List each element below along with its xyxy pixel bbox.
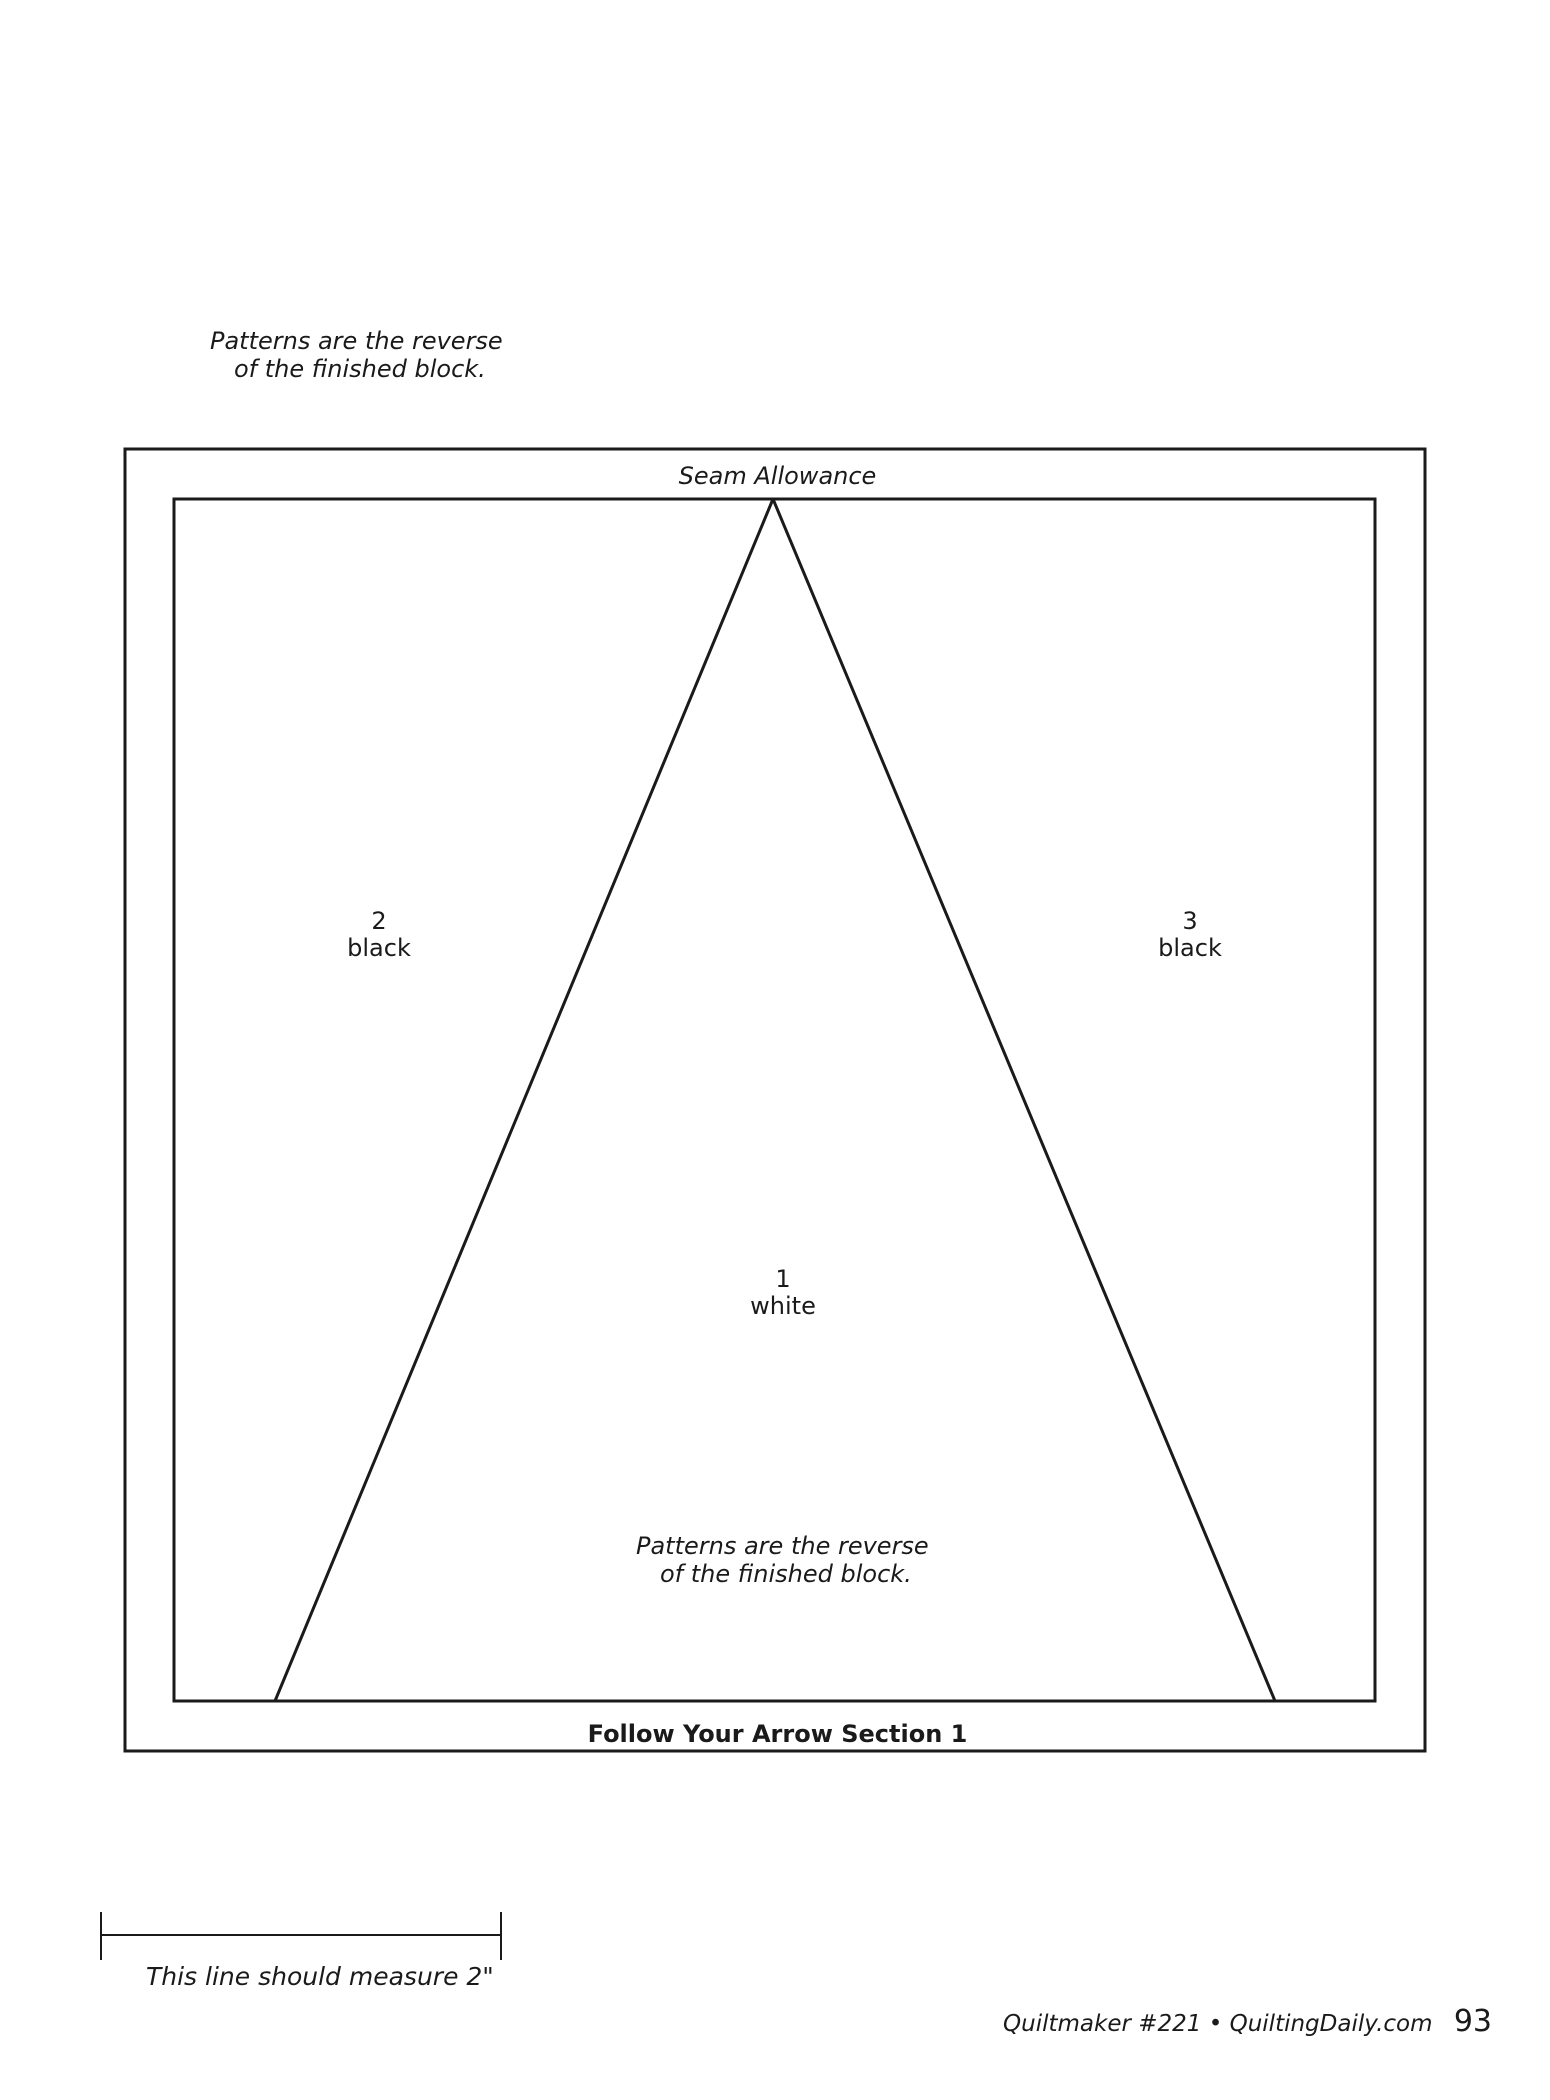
scale-line [101, 1912, 501, 1960]
footer-credit: Quiltmaker #221 • QuiltingDaily.com [1003, 2011, 1433, 2037]
piece-1-label [713, 1266, 853, 1320]
piece-3-number: 3 [1182, 907, 1198, 935]
seam-allowance-label: Seam Allowance [678, 462, 877, 490]
triangle-left-seam [275, 499, 773, 1701]
reverse-note-top-line-1: Patterns are the reverse [210, 327, 503, 355]
reverse-note-center-line-2: of the finished block. [660, 1560, 912, 1588]
triangle-right-seam [773, 499, 1275, 1701]
scale-line-caption: This line should measure 2" [146, 1962, 494, 1991]
reverse-note-center [636, 1532, 929, 1588]
reverse-note-top-line-2: of the finished block. [234, 355, 486, 383]
section-title: Follow Your Arrow Section 1 [587, 1720, 968, 1748]
reverse-note-center-line-1: Patterns are the reverse [636, 1532, 929, 1560]
piece-3-label [1120, 908, 1260, 962]
piece-1-color: white [750, 1292, 816, 1320]
finished-block-outline [174, 499, 1375, 1701]
piece-1-number: 1 [775, 1265, 791, 1293]
page-number: 93 [1453, 2004, 1492, 2039]
page-footer [1003, 2005, 1492, 2041]
piece-2-color: black [347, 934, 411, 962]
piece-3-color: black [1158, 934, 1222, 962]
piece-2-label [309, 908, 449, 962]
piece-2-number: 2 [371, 907, 387, 935]
